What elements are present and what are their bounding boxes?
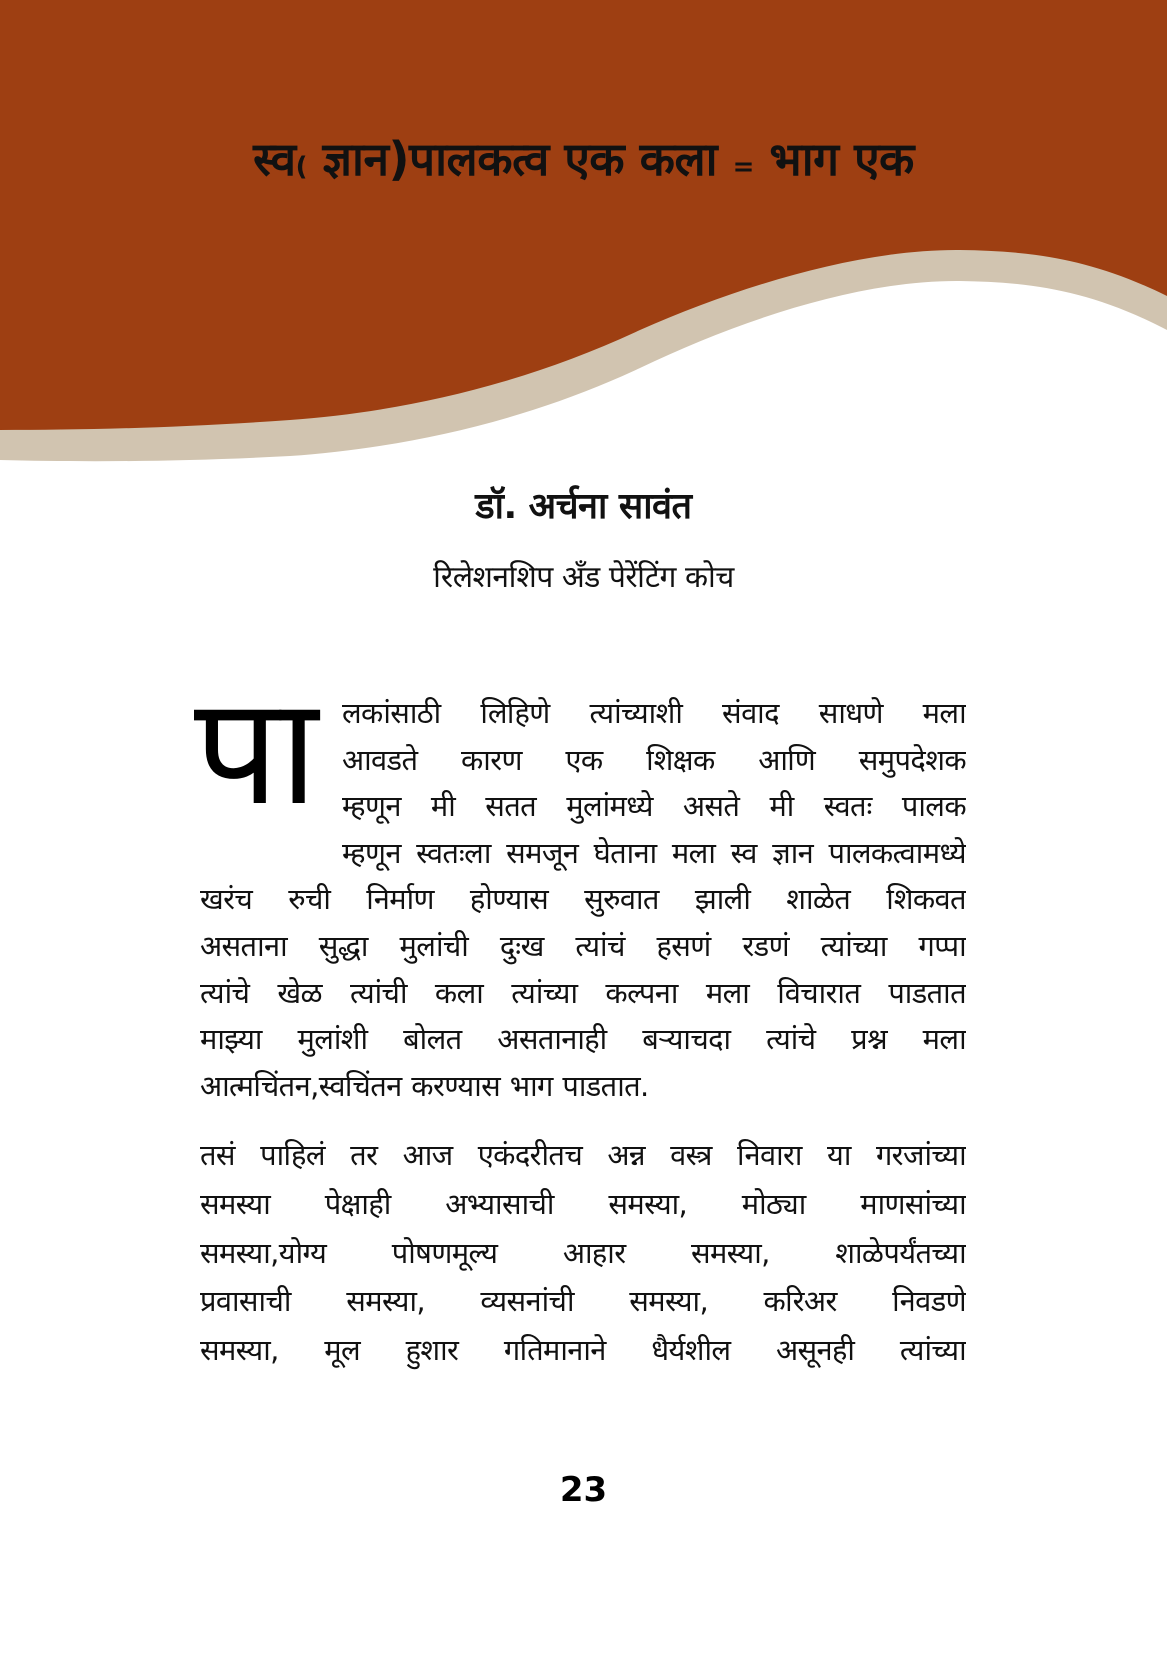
text-line: समस्या, मूल हुशार गतिमानाने धैर्यशील असूनही त्यांच्या (200, 1333, 966, 1368)
title-part-swa: स्व (253, 132, 296, 186)
text-line: असताना सुद्धा मुलांची दुःख त्यांचं हसणं रडणं त्यांच्या गप्पा (200, 928, 966, 963)
title-equals: = (732, 152, 754, 182)
dropcap-container (194, 665, 342, 839)
title-paren-close: ) (388, 132, 410, 186)
title-part-palakatva: पालकत्व एक कला (409, 132, 733, 186)
text-line: तसं पाहिलं तर आज एकंदरीतच अन्न वस्त्र निवारा या गरजांच्या (200, 1138, 966, 1173)
text-line: त्यांचे खेळ त्यांची कला त्यांच्या कल्पना मला विचारात पाडतात (200, 975, 966, 1010)
author-name: डॉ. अर्चना सावंत (475, 486, 692, 527)
text-line: समस्या,योग्य पोषणमूल्य आहार समस्या, शाळेपर्यंतच्या (200, 1235, 966, 1270)
paragraph-1 (194, 665, 966, 1109)
paragraph-2 (200, 1131, 966, 1374)
text-line: लकांसाठी लिहिणे त्यांच्याशी संवाद साधणे मला (342, 696, 966, 730)
text-line: माझ्या मुलांशी बोलत असतानाही बऱ्याचदा त्यांचे प्रश्न मला (200, 1022, 966, 1057)
author-role: रिलेशनशिप अँड पेरेंटिंग कोच (433, 560, 734, 595)
text-line: खरंच रुची निर्माण होण्यास सुरुवात झाली शाळेत शिकवत (200, 882, 966, 917)
text-line: म्हणून मी सतत मुलांमध्ये असते मी स्वतः पालक (342, 789, 966, 824)
header-wave-band (0, 0, 1167, 470)
title-paren-open: ( (295, 152, 308, 182)
title-part-dnyan: ज्ञान (307, 132, 389, 186)
text-line: म्हणून स्वतःला समजून घेताना मला स्व ज्ञान पालकत्वामध्ये (342, 835, 966, 870)
wave-graphic (0, 0, 1167, 470)
dropcap: पा (194, 665, 313, 839)
article-body (194, 665, 966, 1375)
page-title (0, 124, 1167, 202)
text-line: आवडते कारण एक शिक्षक आणि समुपदेशक (342, 742, 966, 777)
text-line: आत्मचिंतन,स्वचिंतन करण्यास भाग पाडतात. (200, 1068, 649, 1103)
title-part-bhag: भाग एक (753, 132, 914, 186)
text-line: समस्या पेक्षाही अभ्यासाची समस्या, मोठ्या माणसांच्या (200, 1187, 966, 1222)
page-number: 23 (559, 1470, 608, 1510)
text-line: प्रवासाची समस्या, व्यसनांची समस्या, करिअर निवडणे (200, 1284, 966, 1319)
